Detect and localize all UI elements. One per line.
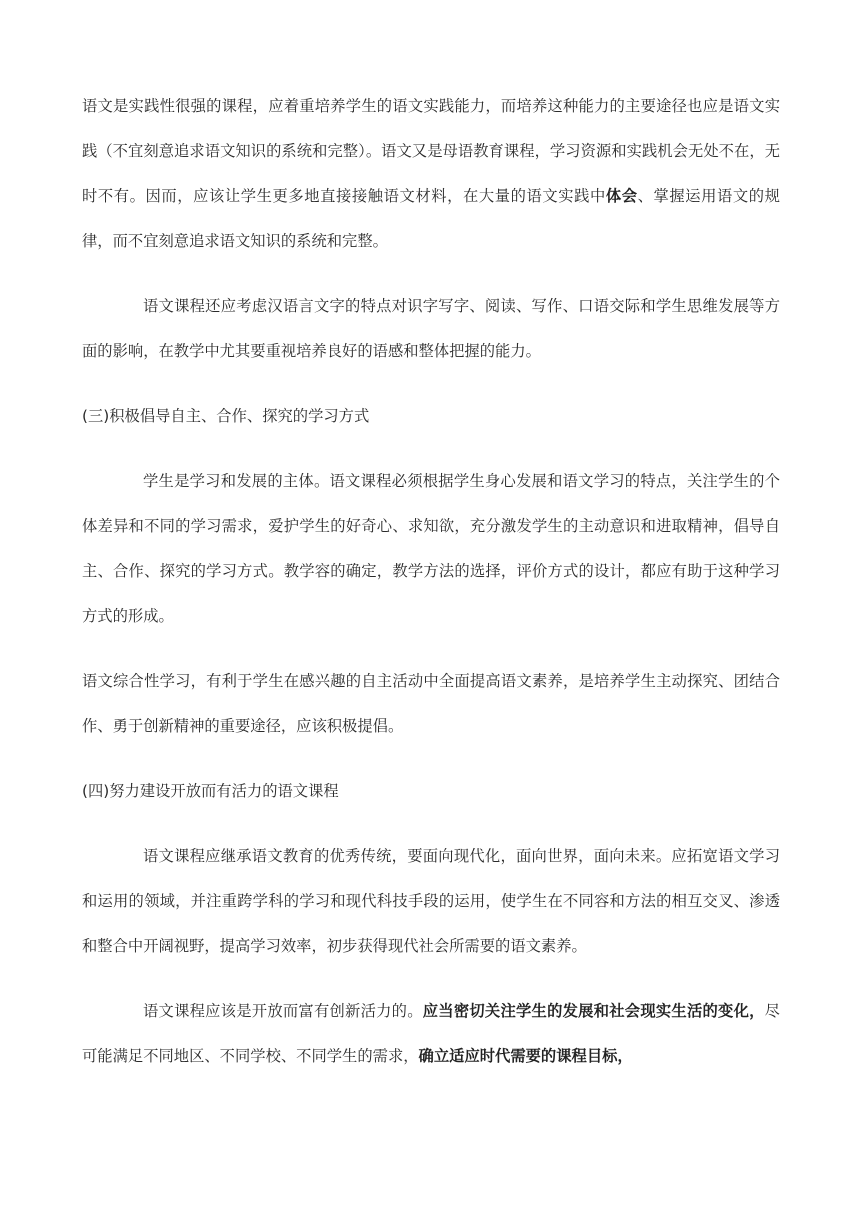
paragraph-practice: [82, 84, 780, 264]
paragraph-comprehensive-learning: 语文综合性学习，有利于学生在感兴趣的自主活动中全面提高语文素养，是培养学生主动探究、团结合作、勇于创新精神的重要途径，应该积极提倡。: [82, 672, 780, 735]
paragraph-open-curriculum: [82, 989, 780, 1079]
section-heading-3: (三)积极倡导自主、合作、探究的学习方式: [82, 407, 370, 425]
paragraph-practice-text-c: 、掌握运用语文的规律，而不宜刻意追求语文知识的系统和完整。: [82, 187, 780, 250]
paragraph-chinese-characteristics: 语文课程还应考虑汉语言文字的特点对识字写字、阅读、写作、口语交际和学生思维发展等方面的影响，在教学中尤其要重视培养良好的语感和整体把握的能力。: [82, 297, 780, 360]
paragraph-student-subject: 学生是学习和发展的主体。语文课程必须根据学生身心发展和语文学习的特点，关注学生的个体差异和不同的学习需求，爱护学生的好奇心、求知欲，充分激发学生的主动意识和进取精神，倡导自主、合作、探究的学习方式。教学容的确定，教学方法的选择，评价方式的设计，都应有助于这种学习方式的形成。: [82, 472, 780, 625]
document-body: [82, 84, 780, 1079]
paragraph-open-curriculum-bold-d: 确立适应时代需要的课程目标，: [418, 1047, 633, 1065]
paragraph-open-curriculum-text-c: 尽可能满足不同地区、不同学校、不同学生的需求，: [82, 1002, 780, 1065]
paragraph-open-curriculum-bold-b: 应当密切关注学生的发展和社会现实生活的变化，: [422, 1002, 765, 1020]
paragraph-practice-bold-term: 体会: [605, 187, 638, 205]
section-heading-4: (四)努力建设开放而有活力的语文课程: [82, 782, 339, 800]
paragraph-practice-text-a: 语文是实践性很强的课程，应着重培养学生的语文实践能力，而培养这种能力的主要途径也应是语文实践（不宜刻意追求语文知识的系统和完整）。语文又是母语教育课程，学习资源和实践机会无处不在，无时不有。因而，应该让学生更多地直接接触语文材料，在大量的语文实践中: [82, 97, 780, 205]
paragraph-tradition: 语文课程应继承语文教育的优秀传统，要面向现代化，面向世界，面向未来。应拓宽语文学习和运用的领域，并注重跨学科的学习和现代科技手段的运用，使学生在不同容和方法的相互交叉、渗透和整合中开阔视野，提高学习效率，初步获得现代社会所需要的语文素养。: [82, 847, 780, 955]
paragraph-open-curriculum-text-a: 语文课程应该是开放而富有创新活力的。: [143, 1002, 423, 1020]
